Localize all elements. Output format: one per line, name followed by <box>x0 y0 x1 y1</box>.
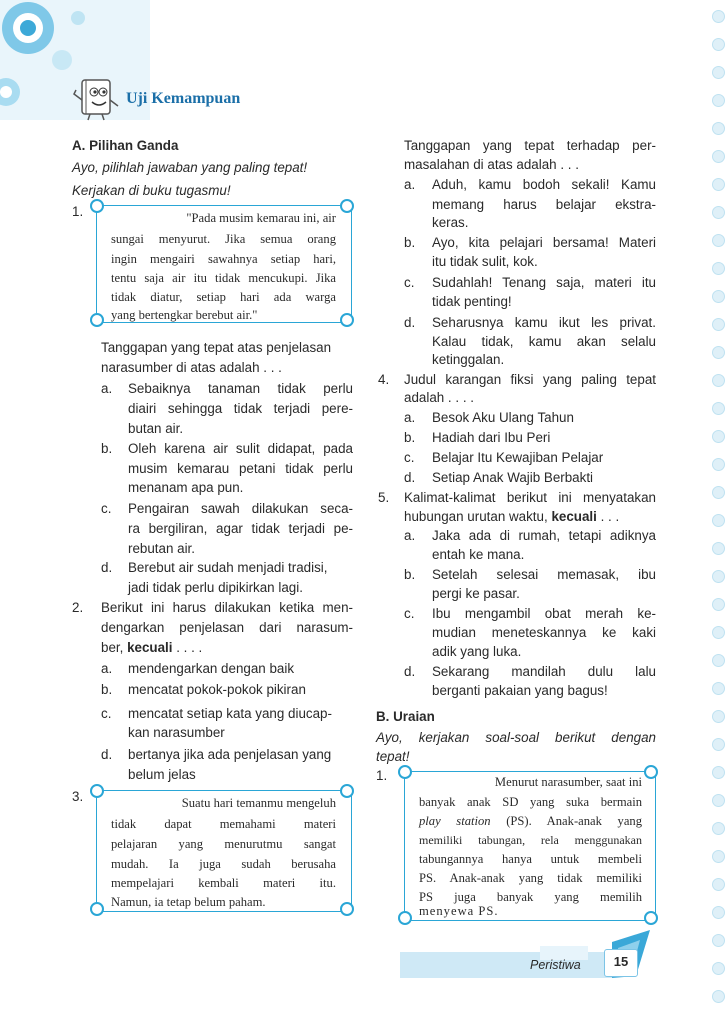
option-text: menanam apa pun. <box>128 480 244 495</box>
option-letter: c. <box>101 706 112 721</box>
quote-line: sungai menyurut. Jika semua orang <box>111 232 336 246</box>
option-text: Setelah selesai memasak, ibu <box>432 567 656 582</box>
section-b-heading: B. Uraian <box>376 709 435 724</box>
option-text: mencatat setiap kata yang diucap- <box>128 706 332 721</box>
option-text: mencatat pokok-pokok pikiran <box>128 682 306 697</box>
quote-line: memiliki tabungan, rela menggunakan <box>419 833 642 847</box>
quote-line: Suatu hari temanmu mengeluh <box>181 796 336 810</box>
option-text: adik yang luka. <box>432 644 522 659</box>
option-text: Aduh, kamu bodoh sekali! Kamu <box>432 177 656 192</box>
question-stem: Berikut ini harus dilakukan ketika men- <box>101 600 353 615</box>
quote-line: tabungannya hanya untuk membeli <box>419 852 642 866</box>
option-text: Besok Aku Ulang Tahun <box>432 410 574 425</box>
option-letter: b. <box>404 235 416 250</box>
option-letter: c. <box>404 275 415 290</box>
quote-line: tidak dapat memahami materi <box>111 817 336 831</box>
stem-text: ber, <box>101 640 124 655</box>
question-stem: narasumber di atas adalah . . . <box>101 360 282 375</box>
option-text: ketinggalan. <box>432 352 505 367</box>
stem-emphasis: kecuali <box>551 509 597 524</box>
option-text: Jaka ada di rumah, tetapi adiknya <box>432 528 656 543</box>
quote-line: "Pada musim kemarau ini, air <box>186 211 336 225</box>
option-letter: d. <box>101 747 113 762</box>
quote-text: (PS). Anak-anak yang <box>506 814 642 828</box>
question-number: 2. <box>72 600 84 615</box>
option-letter: c. <box>101 501 112 516</box>
option-text: Seharusnya kamu ikut les privat. <box>432 315 656 330</box>
question-number: 5. <box>378 490 390 505</box>
option-text: bertanya jika ada penjelasan yang <box>128 747 332 762</box>
option-text: belum jelas <box>128 767 196 782</box>
option-text: Sekarang mandilah dulu lalu <box>432 664 656 679</box>
stem-text: . . . . <box>176 640 203 655</box>
card-corner-ornament <box>340 199 354 213</box>
footer-book-title: Peristiwa <box>530 958 581 972</box>
option-text: Berebut air sudah menjadi tradisi, <box>128 560 328 575</box>
quote-line <box>419 812 642 831</box>
option-text: Sebaiknya tanaman tidak perlu <box>128 381 353 396</box>
option-letter: a. <box>404 410 416 425</box>
option-text: Setiap Anak Wajib Berbakti <box>432 470 594 485</box>
option-text: Belajar Itu Kewajiban Pelajar <box>432 450 604 465</box>
section-a-instruction-1: Ayo, pilihlah jawaban yang paling tepat! <box>72 160 308 175</box>
option-text: entah ke mana. <box>432 547 525 562</box>
option-text: diairi sehingga tidak terjadi pere- <box>128 401 353 416</box>
option-letter: d. <box>404 664 416 679</box>
quote-emphasis: play station <box>419 814 491 828</box>
quote-line: tidak diatur, setiap hari ada warga <box>111 290 336 304</box>
option-letter: a. <box>404 177 416 192</box>
section-b-instruction-2: tepat! <box>376 749 410 764</box>
card-corner-ornament <box>340 784 354 798</box>
question-stem: Tanggapan yang tepat terhadap per- <box>404 138 656 153</box>
quote-line: PS juga banyak yang memilih <box>419 890 642 904</box>
option-text: rebutan air. <box>128 541 195 556</box>
quote-line: pelajaran yang menurutmu sangat <box>111 837 336 851</box>
option-text: Ayo, kita pelajari bersama! Materi <box>432 235 656 250</box>
question-stem: adalah . . . . <box>404 390 474 405</box>
card-corner-ornament <box>340 902 354 916</box>
option-text: berganti pakaian yang bagus! <box>432 683 608 698</box>
question-number: 4. <box>378 372 390 387</box>
option-letter: a. <box>101 661 113 676</box>
option-letter: b. <box>101 441 113 456</box>
option-letter: d. <box>404 470 416 485</box>
question-stem: dengarkan penjelasan dari narasum- <box>101 620 353 635</box>
option-letter: c. <box>404 450 415 465</box>
question-stem: Judul karangan fiksi yang paling tepat <box>404 372 656 387</box>
card-corner-ornament <box>340 313 354 327</box>
option-text: mudian meneteskannya ke kaki <box>432 625 656 640</box>
quote-line: PS. Anak-anak yang tidak memiliki <box>419 871 642 885</box>
quote-line: Menurut narasumber, saat ini <box>494 775 642 789</box>
option-text: ra bergiliran, agar tidak terjadi pe- <box>128 521 353 536</box>
option-text: itu tidak sulit, kok. <box>432 254 538 269</box>
option-text: tidak penting! <box>432 294 512 309</box>
quote-line: Namun, ia tetap belum paham. <box>111 895 266 909</box>
option-text: keras. <box>432 215 469 230</box>
option-letter: d. <box>101 560 113 575</box>
option-letter: a. <box>101 381 113 396</box>
question-stem: Tanggapan yang tepat atas penjelasan <box>101 340 332 355</box>
option-text: Kalau tidak, kamu akan selalu <box>432 334 656 349</box>
card-corner-ornament <box>90 199 104 213</box>
card-corner-ornament <box>644 765 658 779</box>
stem-text: hubungan urutan waktu, <box>404 509 548 524</box>
question-stem <box>101 639 202 658</box>
card-corner-ornament <box>90 784 104 798</box>
card-corner-ornament <box>644 911 658 925</box>
option-text: jadi tidak perlu dipikirkan lagi. <box>128 580 303 595</box>
quote-line: ingin mengairi sawahnya setiap hari, <box>111 252 336 266</box>
option-letter: b. <box>101 682 113 697</box>
page-title: Uji Kemampuan <box>126 90 241 107</box>
option-text: mendengarkan dengan baik <box>128 661 295 676</box>
option-text: pergi ke pasar. <box>432 586 520 601</box>
option-letter: b. <box>404 430 416 445</box>
section-b-instruction-1: Ayo, kerjakan soal-soal berikut dengan <box>376 730 656 745</box>
question-stem: masalahan di atas adalah . . . <box>404 157 579 172</box>
card-corner-ornament <box>398 911 412 925</box>
quote-line: tentu saja air itu tidak mencukupi. Jika <box>111 271 336 285</box>
card-corner-ornament <box>398 765 412 779</box>
option-letter: c. <box>404 606 415 621</box>
section-a-heading: A. Pilihan Ganda <box>72 138 179 153</box>
quote-line: yang bertengkar berebut air." <box>111 308 258 322</box>
option-text: memang harus belajar ekstra- <box>432 197 656 212</box>
option-text: Sudahlah! Tenang saja, materi itu <box>432 275 656 290</box>
section-a-instruction-2: Kerjakan di buku tugasmu! <box>72 183 231 198</box>
quote-line: menyewa PS. <box>419 904 499 918</box>
question-number: 1. <box>376 768 388 783</box>
option-text: Hadiah dari Ibu Peri <box>432 430 551 445</box>
option-text: kan narasumber <box>128 725 225 740</box>
option-text: musim kemarau petani tidak perlu <box>128 461 353 476</box>
card-corner-ornament <box>90 902 104 916</box>
option-text: butan air. <box>128 421 184 436</box>
question-stem <box>404 508 619 527</box>
option-text: Oleh karena air sulit didapat, pada <box>128 441 353 456</box>
option-letter: a. <box>404 528 416 543</box>
quote-line: banyak anak SD yang suka bermain <box>419 795 642 809</box>
stem-text: . . . <box>600 509 620 524</box>
option-text: Ibu mengambil obat merah ke- <box>432 606 656 621</box>
question-stem: Kalimat-kalimat berikut ini menyatakan <box>404 490 656 505</box>
stem-emphasis: kecuali <box>127 640 173 655</box>
option-text: Pengairan sawah dilakukan seca- <box>128 501 353 516</box>
page-number: 15 <box>613 954 629 969</box>
quote-line: mudah. Ia juga sudah berusaha <box>111 857 336 871</box>
question-number: 3. <box>72 789 84 804</box>
card-corner-ornament <box>90 313 104 327</box>
option-letter: b. <box>404 567 416 582</box>
question-number: 1. <box>72 204 84 219</box>
mascot-icon <box>72 74 122 122</box>
option-letter: d. <box>404 315 416 330</box>
quote-line: mempelajari kembali materi itu. <box>111 876 336 890</box>
